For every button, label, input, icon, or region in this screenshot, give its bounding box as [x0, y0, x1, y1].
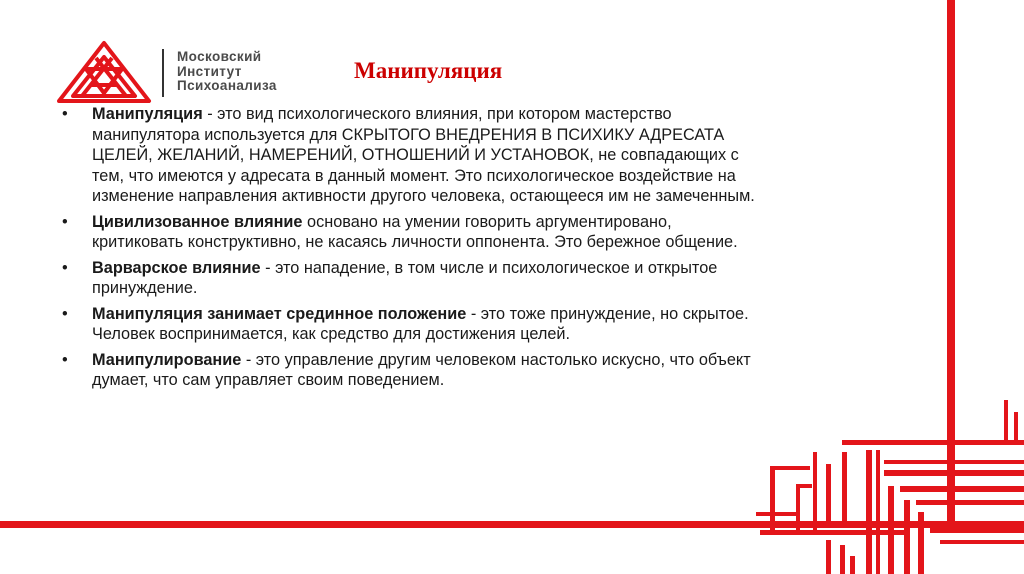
ornament-bar-4 — [884, 460, 1024, 464]
bullet-text: основано на умении говорить аргументировано, критиковать конструктивно, не касаясь личности оппонента. Это бережное общение. — [92, 212, 738, 251]
ornament-bar-12 — [826, 464, 831, 528]
bullet-dot-icon: • — [62, 212, 68, 231]
ornament-bar-20 — [840, 545, 845, 574]
bullet-item — [60, 350, 760, 391]
ornament-bar-18 — [756, 512, 800, 516]
ornament-bar-3 — [876, 450, 880, 574]
ornament-bar-23 — [930, 528, 1024, 533]
bullet-text: - это вид психологического влияния, при котором мастерство манипулятора используется для СКРЫТОГО ВНЕДРЕНИЯ В ПСИХИКУ АДРЕСАТА ЦЕЛЕЙ, ЖЕЛАНИЙ, НАМЕРЕНИЙ, ОТНОШЕНИЙ И УСТАНОВОК, не совпадающих с тем, что имеются у адресата в данный момент. Это психологическое воздействие на изменение направления активности другого человека, остающееся им не замеченным. — [92, 105, 755, 205]
bullet-item — [60, 104, 760, 207]
ornament-bar-8 — [904, 500, 910, 574]
ornament-bar-16 — [770, 466, 775, 530]
institute-name — [177, 50, 277, 94]
bullet-term: Варварское влияние — [92, 258, 261, 277]
ornament-bar-21 — [850, 556, 855, 574]
bullet-dot-icon: • — [62, 105, 68, 123]
triangle-knot-logo-icon — [56, 40, 152, 104]
ornament-bar-10 — [918, 512, 924, 574]
slide-title: Манипуляция — [354, 58, 503, 83]
frame-right-line — [947, 0, 955, 530]
bullet-item — [60, 212, 760, 253]
bullet-text: - это нападение, в том числе и психологическое и открытое принуждение. — [92, 258, 718, 297]
institute-logo — [56, 40, 152, 104]
bullet-text: - это управление другим человеком настолько искусно, что объект думает, что сам управляет своим поведением. — [92, 350, 751, 389]
bullet-dot-icon: • — [62, 350, 68, 369]
institute-name-line-2: Институт — [177, 63, 242, 79]
bullet-dot-icon: • — [62, 258, 68, 277]
ornament-bar-22 — [826, 540, 831, 574]
ornament-bar-19 — [760, 530, 910, 535]
bullet-term: Манипулирование — [92, 350, 242, 369]
ornament-bar-7 — [900, 486, 1024, 492]
ornament-bar-11 — [842, 452, 847, 528]
bullet-item — [60, 304, 760, 345]
ornament-bar-26 — [1014, 412, 1018, 440]
bullet-dot-icon: • — [62, 304, 68, 323]
logo-divider — [162, 49, 164, 97]
bullet-term: Цивилизованное влияние — [92, 212, 303, 231]
ornament-bar-2 — [866, 450, 872, 574]
bullet-text: - это тоже принуждение, но скрытое. Человек воспринимается, как средство для достижения целей. — [92, 304, 749, 343]
ornament-bar-24 — [940, 540, 1024, 544]
bullet-list — [60, 104, 760, 396]
institute-name-line-3: Психоанализа — [177, 78, 277, 93]
ornament-bar-9 — [916, 500, 1024, 505]
ornament-bar-1 — [842, 440, 1024, 445]
ornament-bar-25 — [1004, 400, 1008, 440]
bullet-term: Манипуляция — [92, 105, 203, 123]
ornament-bar-15 — [796, 484, 800, 530]
bullet-item — [60, 258, 760, 299]
bullet-term: Манипуляция занимает срединное положение — [92, 304, 467, 323]
ornament-bar-17 — [770, 466, 810, 470]
ornament-bar-13 — [813, 452, 817, 530]
institute-name-line-1: Московский — [177, 49, 262, 64]
ornament-bar-5 — [884, 470, 1024, 476]
